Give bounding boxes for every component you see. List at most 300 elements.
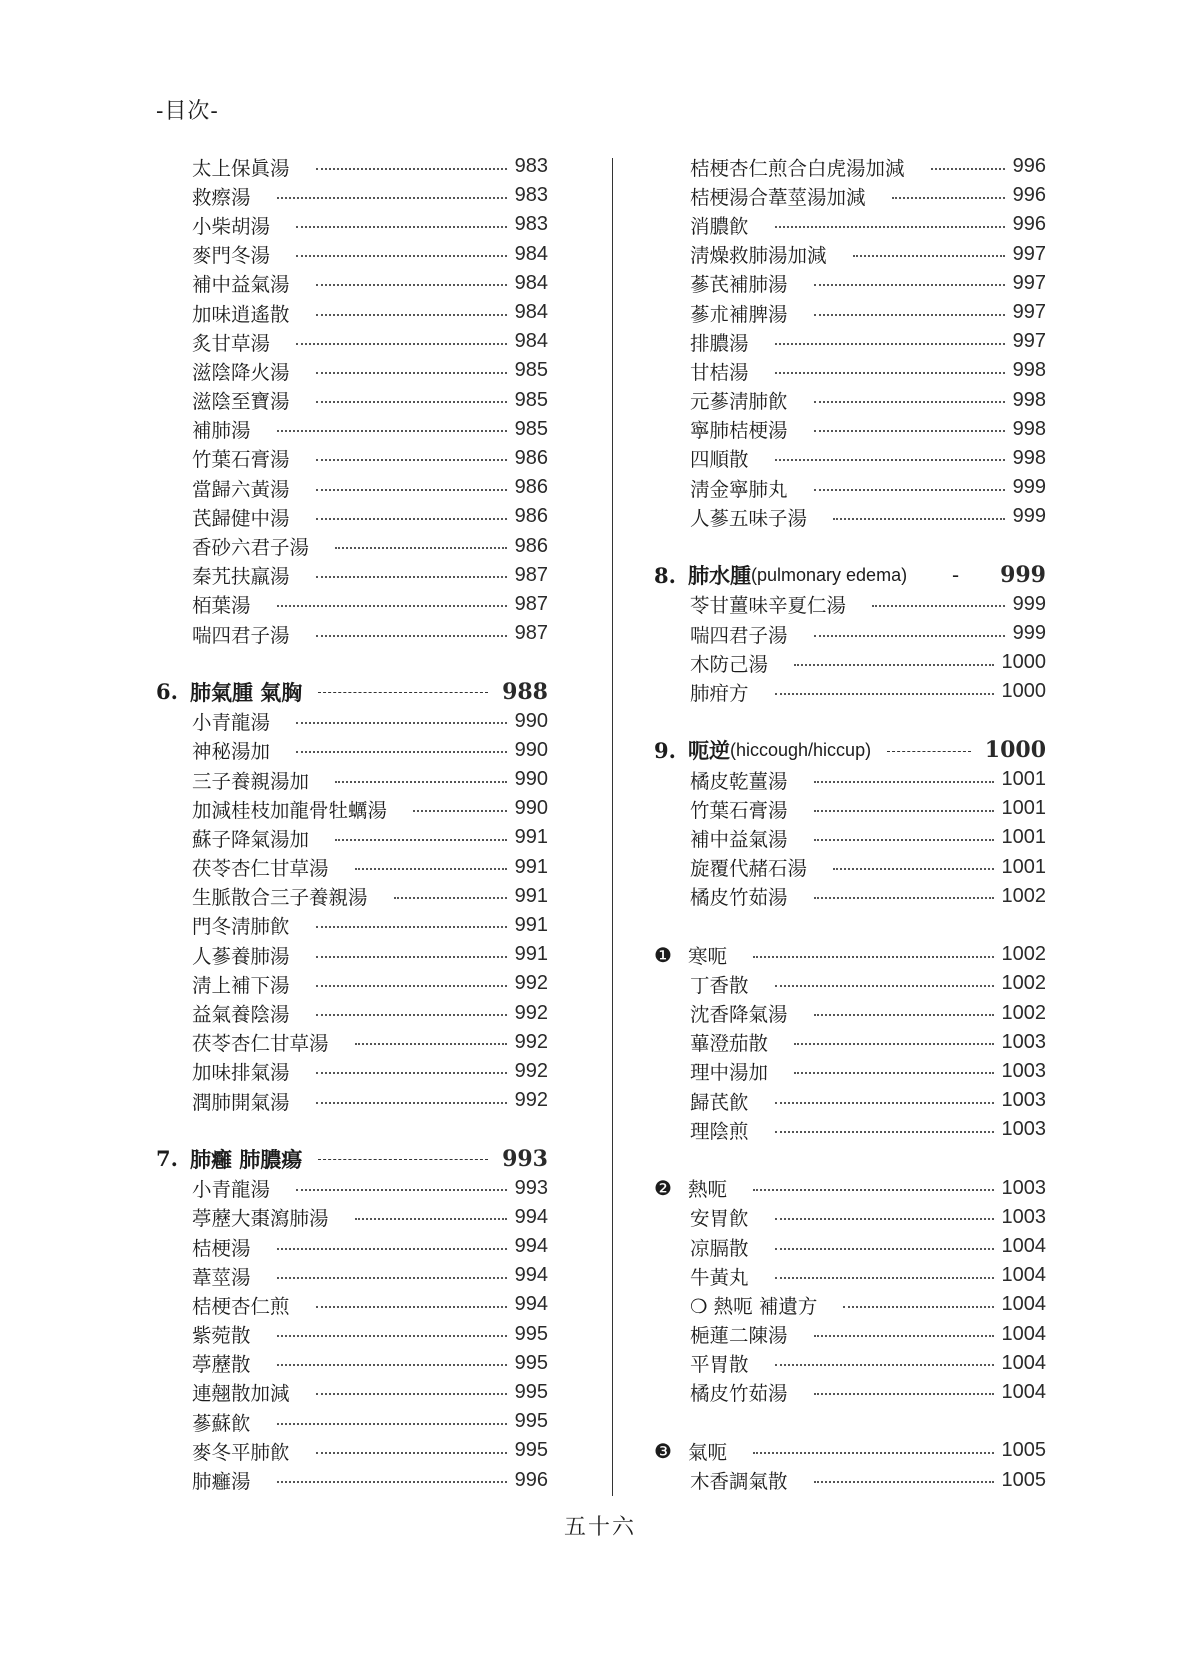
toc-entry[interactable] xyxy=(654,969,1046,998)
entry-page: 999 xyxy=(1012,476,1046,499)
entry-page: 1003 xyxy=(1001,1030,1046,1053)
dot-leader xyxy=(277,1423,507,1425)
toc-entry[interactable] xyxy=(156,1290,548,1319)
dot-leader xyxy=(814,1014,994,1016)
toc-entry[interactable] xyxy=(156,473,548,502)
entry-title: 桔梗湯合葦莖湯加減 xyxy=(690,185,866,209)
toc-entry[interactable] xyxy=(156,210,548,239)
dot-leader xyxy=(814,401,1005,403)
dot-leader xyxy=(775,693,994,695)
toc-entry[interactable] xyxy=(654,444,1046,473)
dot-leader xyxy=(277,1364,507,1366)
toc-entry[interactable] xyxy=(156,1407,548,1436)
dot-leader xyxy=(753,1189,993,1191)
entry-page: 985 xyxy=(514,417,548,440)
entry-title: 麥冬平肺飮 xyxy=(192,1440,290,1464)
dot-leader xyxy=(316,1072,507,1074)
entry-title: 人蔘五味子湯 xyxy=(690,506,808,530)
toc-entry[interactable] xyxy=(156,794,548,823)
entry-title: 旋覆代赭石湯 xyxy=(690,857,808,881)
entry-page: 1000 xyxy=(1001,680,1046,703)
entry-title: 蔘朮補脾湯 xyxy=(690,302,788,326)
toc-entry[interactable] xyxy=(156,531,548,560)
dot-leader xyxy=(316,985,507,987)
dot-leader xyxy=(277,1277,507,1279)
toc-entry[interactable] xyxy=(654,590,1046,619)
toc-entry[interactable] xyxy=(654,998,1046,1027)
toc-entry[interactable] xyxy=(156,561,548,590)
entry-title: 救瘵湯 xyxy=(192,185,251,209)
dot-leader xyxy=(296,722,507,724)
entry-title: 桔梗杏仁煎合白虎湯加減 xyxy=(690,156,905,180)
toc-entry[interactable] xyxy=(654,1290,1046,1319)
entry-page: 992 xyxy=(514,1030,548,1053)
entry-title: 寧肺桔梗湯 xyxy=(690,419,788,443)
dot-leader xyxy=(753,956,993,958)
entry-title: 丁香散 xyxy=(690,973,749,997)
subsection-heading-1[interactable] xyxy=(654,940,1046,969)
dot-leader xyxy=(277,1335,507,1337)
entry-page: 996 xyxy=(1012,213,1046,236)
toc-entry[interactable] xyxy=(156,1174,548,1203)
section-leader xyxy=(887,751,971,752)
dot-leader xyxy=(277,197,507,199)
dot-leader xyxy=(296,226,507,228)
toc-entry[interactable] xyxy=(156,1349,548,1378)
entry-page: 997 xyxy=(1012,301,1046,324)
dot-leader xyxy=(814,897,994,899)
entry-title: 竹葉石膏湯 xyxy=(192,448,290,472)
toc-entry[interactable] xyxy=(156,911,548,940)
section-heading-8[interactable] xyxy=(654,561,1046,590)
entry-title: 排膿湯 xyxy=(690,331,749,355)
toc-entry[interactable] xyxy=(654,823,1046,852)
dot-leader xyxy=(775,226,1005,228)
entry-page: 991 xyxy=(514,826,548,849)
entry-title: 秦艽扶羸湯 xyxy=(192,565,290,589)
subsection-title: 熱呃 xyxy=(688,1178,728,1202)
section-separator: - xyxy=(952,563,960,588)
toc-entry[interactable] xyxy=(156,590,548,619)
entry-page: 983 xyxy=(514,184,548,207)
section-heading-6[interactable] xyxy=(156,677,548,706)
dot-leader xyxy=(833,868,993,870)
dot-leader xyxy=(872,605,1005,607)
dot-leader xyxy=(277,430,507,432)
section-title: 肺水腫 xyxy=(688,563,751,589)
entry-page: 996 xyxy=(1012,155,1046,178)
entry-title: 葦莖湯 xyxy=(192,1265,251,1289)
entry-title: 神秘湯加 xyxy=(192,740,271,764)
entry-page: 995 xyxy=(514,1380,548,1403)
toc-entry[interactable] xyxy=(156,1320,548,1349)
entry-page: 998 xyxy=(1012,388,1046,411)
dot-leader xyxy=(394,897,507,899)
entry-title: 潤肺開氣湯 xyxy=(192,1090,290,1114)
entry-title: 門冬淸肺飮 xyxy=(192,915,290,939)
toc-entry[interactable] xyxy=(654,415,1046,444)
subsection-page: 1003 xyxy=(1001,1176,1046,1199)
dot-leader xyxy=(814,314,1005,316)
entry-page: 1004 xyxy=(1001,1293,1046,1316)
toc-entry[interactable] xyxy=(156,240,548,269)
toc-entry[interactable] xyxy=(156,1378,548,1407)
entry-title: 茯苓杏仁甘草湯 xyxy=(192,1032,329,1056)
entry-page: 1004 xyxy=(1001,1351,1046,1374)
toc-entry[interactable] xyxy=(156,269,548,298)
dot-leader xyxy=(355,868,507,870)
dot-leader xyxy=(335,781,507,783)
entry-page: 1000 xyxy=(1001,651,1046,674)
entry-title: 葶藶大棗瀉肺湯 xyxy=(192,1207,329,1231)
toc-entry[interactable] xyxy=(156,356,548,385)
entry-title: 加味逍遙散 xyxy=(192,302,290,326)
dot-leader xyxy=(316,1452,507,1454)
dot-leader xyxy=(775,1218,994,1220)
dot-leader xyxy=(843,1306,993,1308)
toc-entry[interactable] xyxy=(156,1436,548,1465)
section-leader xyxy=(318,692,488,693)
entry-page: 1002 xyxy=(1001,1001,1046,1024)
entry-page: 999 xyxy=(1012,622,1046,645)
entry-title: ❍ 熱呃 補遺方 xyxy=(690,1294,818,1318)
section-page: 988 xyxy=(502,678,548,705)
toc-entry[interactable] xyxy=(654,473,1046,502)
toc-entry[interactable] xyxy=(654,210,1046,239)
entry-title: 滋陰降火湯 xyxy=(192,360,290,384)
entry-page: 1005 xyxy=(1001,1468,1046,1491)
dot-leader xyxy=(316,401,507,403)
toc-entry[interactable] xyxy=(156,181,548,210)
entry-page: 995 xyxy=(514,1439,548,1462)
entry-page: 987 xyxy=(514,622,548,645)
entry-title: 橘皮乾薑湯 xyxy=(690,769,788,793)
dot-leader xyxy=(335,547,507,549)
entry-page: 992 xyxy=(514,972,548,995)
entry-title: 木防己湯 xyxy=(690,652,769,676)
toc-entry[interactable] xyxy=(654,1086,1046,1115)
entry-page: 984 xyxy=(514,301,548,324)
entry-page: 991 xyxy=(514,884,548,907)
toc-entry[interactable] xyxy=(654,1057,1046,1086)
entry-title: 當歸六黃湯 xyxy=(192,477,290,501)
entry-page: 983 xyxy=(514,213,548,236)
entry-title: 元蔘淸肺飮 xyxy=(690,390,788,414)
entry-page: 999 xyxy=(1012,505,1046,528)
entry-title: 炙甘草湯 xyxy=(192,331,271,355)
entry-page: 1004 xyxy=(1001,1264,1046,1287)
dot-leader xyxy=(814,781,994,783)
entry-page: 992 xyxy=(514,1089,548,1112)
section-english: (hiccough/hiccup) xyxy=(730,739,872,760)
entry-page: 994 xyxy=(514,1235,548,1258)
dot-leader xyxy=(853,255,1005,257)
entry-page: 984 xyxy=(514,271,548,294)
dot-leader xyxy=(316,1393,507,1395)
dot-leader xyxy=(316,459,507,461)
toc-entry[interactable] xyxy=(654,386,1046,415)
dot-leader xyxy=(814,1481,994,1483)
toc-entry[interactable] xyxy=(654,1349,1046,1378)
toc-entry[interactable] xyxy=(654,619,1046,648)
toc-entry[interactable] xyxy=(156,1086,548,1115)
entry-title: 麥門冬湯 xyxy=(192,244,271,268)
dot-leader xyxy=(775,1248,994,1250)
dot-leader xyxy=(794,1072,993,1074)
section-title: 呃逆 xyxy=(688,738,730,764)
toc-entry[interactable] xyxy=(654,152,1046,181)
entry-page: 996 xyxy=(1012,184,1046,207)
toc-entry[interactable] xyxy=(156,940,548,969)
entry-title: 栢葉湯 xyxy=(192,594,251,618)
entry-page: 995 xyxy=(514,1322,548,1345)
entry-page: 991 xyxy=(514,943,548,966)
dot-leader xyxy=(316,956,507,958)
toc-entry[interactable] xyxy=(156,298,548,327)
toc-entry[interactable] xyxy=(156,502,548,531)
entry-page: 998 xyxy=(1012,359,1046,382)
toc-entry[interactable] xyxy=(654,1232,1046,1261)
toc-entry[interactable] xyxy=(654,356,1046,385)
toc-entry[interactable] xyxy=(156,853,548,882)
toc-entry[interactable] xyxy=(654,181,1046,210)
toc-entry[interactable] xyxy=(156,736,548,765)
subsection-page: 1005 xyxy=(1001,1439,1046,1462)
dot-leader xyxy=(355,1043,507,1045)
section-heading-9[interactable] xyxy=(654,736,1046,765)
column-divider xyxy=(612,158,613,1496)
entry-title: 太上保眞湯 xyxy=(192,156,290,180)
entry-title: 生脈散合三子養親湯 xyxy=(192,886,368,910)
section-page: 999 xyxy=(1000,562,1046,589)
entry-title: 桔梗杏仁煎 xyxy=(192,1294,290,1318)
section-heading-7[interactable] xyxy=(156,1144,548,1173)
entry-title: 竹葉石膏湯 xyxy=(690,798,788,822)
toc-right-column xyxy=(654,152,1046,1495)
entry-title: 滋陰至寶湯 xyxy=(192,390,290,414)
toc-entry[interactable] xyxy=(654,1320,1046,1349)
dot-leader xyxy=(814,430,1005,432)
toc-entry[interactable] xyxy=(654,1203,1046,1232)
dot-leader xyxy=(316,1014,507,1016)
subsection-title: 氣呃 xyxy=(688,1440,728,1464)
entry-title: 甘桔湯 xyxy=(690,360,749,384)
entry-title: 橘皮竹茹湯 xyxy=(690,886,788,910)
entry-title: 平胃散 xyxy=(690,1353,749,1377)
entry-page: 991 xyxy=(514,913,548,936)
dot-leader xyxy=(316,284,507,286)
toc-entry[interactable] xyxy=(156,1465,548,1494)
toc-entry[interactable] xyxy=(156,969,548,998)
dot-leader xyxy=(892,197,1005,199)
dot-leader xyxy=(296,1189,507,1191)
dot-leader xyxy=(833,518,1005,520)
dot-leader xyxy=(775,1277,994,1279)
entry-page: 995 xyxy=(514,1351,548,1374)
toc-entry[interactable] xyxy=(156,707,548,736)
entry-title: 補中益氣湯 xyxy=(192,273,290,297)
toc-entry[interactable] xyxy=(654,677,1046,706)
toc-entry[interactable] xyxy=(156,882,548,911)
entry-title: 歸芪飮 xyxy=(690,1090,749,1114)
toc-entry[interactable] xyxy=(156,415,548,444)
dot-leader xyxy=(335,839,507,841)
subsection-title: 寒呃 xyxy=(688,944,728,968)
subsection-heading-3[interactable] xyxy=(654,1436,1046,1465)
toc-left-column xyxy=(156,152,548,1495)
page-number-footer: 五十六 xyxy=(563,1515,636,1540)
dot-leader xyxy=(775,985,994,987)
entry-title: 紫菀散 xyxy=(192,1324,251,1348)
entry-page: 990 xyxy=(514,709,548,732)
entry-title: 喘四君子湯 xyxy=(690,623,788,647)
dot-leader xyxy=(775,459,1005,461)
entry-title: 肺疳方 xyxy=(690,681,749,705)
entry-title: 人蔘養肺湯 xyxy=(192,944,290,968)
entry-page: 994 xyxy=(514,1293,548,1316)
entry-page: 1001 xyxy=(1001,797,1046,820)
entry-page: 997 xyxy=(1012,242,1046,265)
entry-title: 小青龍湯 xyxy=(192,1178,271,1202)
toc-entry[interactable] xyxy=(156,998,548,1027)
entry-title: 喘四君子湯 xyxy=(192,623,290,647)
dot-leader xyxy=(296,255,507,257)
entry-title: 苓甘薑味辛夏仁湯 xyxy=(690,594,847,618)
dot-leader xyxy=(794,1043,993,1045)
toc-entry[interactable] xyxy=(654,648,1046,677)
entry-page: 1003 xyxy=(1001,1059,1046,1082)
dot-leader xyxy=(814,284,1005,286)
toc-entry[interactable] xyxy=(156,823,548,852)
entry-title: 香砂六君子湯 xyxy=(192,536,310,560)
entry-page: 997 xyxy=(1012,330,1046,353)
entry-page: 995 xyxy=(514,1410,548,1433)
dot-leader xyxy=(775,372,1005,374)
toc-entry[interactable] xyxy=(156,1057,548,1086)
toc-entry[interactable] xyxy=(156,327,548,356)
entry-page: 990 xyxy=(514,738,548,761)
entry-page: 984 xyxy=(514,330,548,353)
entry-title: 蔘蘇飮 xyxy=(192,1411,251,1435)
circled-number-1-icon: ❶ xyxy=(654,942,672,967)
entry-title: 芪歸健中湯 xyxy=(192,506,290,530)
entry-title: 小青龍湯 xyxy=(192,711,271,735)
entry-page: 997 xyxy=(1012,271,1046,294)
section-leader xyxy=(318,1159,488,1160)
entry-title: 理中湯加 xyxy=(690,1061,769,1085)
entry-page: 986 xyxy=(514,476,548,499)
dot-leader xyxy=(775,343,1005,345)
toc-entry[interactable] xyxy=(654,240,1046,269)
entry-title: 四順散 xyxy=(690,448,749,472)
dot-leader xyxy=(296,343,507,345)
section-number: 7. xyxy=(156,1146,178,1172)
dot-leader xyxy=(316,1102,507,1104)
toc-entry[interactable] xyxy=(654,327,1046,356)
entry-title: 葶藶散 xyxy=(192,1353,251,1377)
dot-leader xyxy=(316,926,507,928)
toc-entry[interactable] xyxy=(654,1261,1046,1290)
toc-entry[interactable] xyxy=(654,1028,1046,1057)
dot-leader xyxy=(413,810,507,812)
entry-title: 橘皮竹茹湯 xyxy=(690,1382,788,1406)
section-number: 8. xyxy=(654,562,676,588)
dot-leader xyxy=(814,1335,994,1337)
entry-page: 984 xyxy=(514,242,548,265)
entry-page: 986 xyxy=(514,505,548,528)
entry-page: 986 xyxy=(514,446,548,469)
section-page: 993 xyxy=(502,1145,548,1172)
entry-title: 桔梗湯 xyxy=(192,1236,251,1260)
toc-entry[interactable] xyxy=(156,386,548,415)
toc-entry[interactable] xyxy=(654,1115,1046,1144)
entry-page: 996 xyxy=(514,1468,548,1491)
circled-number-2-icon: ❷ xyxy=(654,1176,672,1201)
entry-page: 1004 xyxy=(1001,1322,1046,1345)
toc-entry[interactable] xyxy=(156,619,548,648)
toc-entry[interactable] xyxy=(654,765,1046,794)
entry-title: 茯苓杏仁甘草湯 xyxy=(192,857,329,881)
entry-title: 凉膈散 xyxy=(690,1236,749,1260)
entry-title: 沈香降氣湯 xyxy=(690,1003,788,1027)
entry-title: 加味排氣湯 xyxy=(192,1061,290,1085)
toc-entry[interactable] xyxy=(654,1378,1046,1407)
dot-leader xyxy=(277,605,507,607)
toc-entry[interactable] xyxy=(156,1203,548,1232)
toc-entry[interactable] xyxy=(654,502,1046,531)
entry-page: 1002 xyxy=(1001,972,1046,995)
entry-title: 蘇子降氣湯加 xyxy=(192,827,310,851)
dot-leader xyxy=(814,1393,994,1395)
toc-entry[interactable] xyxy=(156,152,548,181)
toc-entry[interactable] xyxy=(156,1261,548,1290)
toc-entry[interactable] xyxy=(654,882,1046,911)
toc-entry[interactable] xyxy=(156,1232,548,1261)
subsection-heading-2[interactable] xyxy=(654,1174,1046,1203)
entry-page: 994 xyxy=(514,1264,548,1287)
dot-leader xyxy=(316,489,507,491)
dot-leader xyxy=(316,576,507,578)
toc-entry[interactable] xyxy=(654,298,1046,327)
toc-entry[interactable] xyxy=(654,1465,1046,1494)
section-english: (pulmonary edema) xyxy=(751,564,908,585)
subsection-page: 1002 xyxy=(1001,943,1046,966)
toc-entry[interactable] xyxy=(156,1028,548,1057)
entry-page: 1001 xyxy=(1001,826,1046,849)
entry-page: 1001 xyxy=(1001,855,1046,878)
toc-entry[interactable] xyxy=(156,444,548,473)
entry-title: 益氣養陰湯 xyxy=(192,1003,290,1027)
dot-leader xyxy=(316,314,507,316)
toc-entry[interactable] xyxy=(654,853,1046,882)
toc-entry[interactable] xyxy=(654,269,1046,298)
toc-entry[interactable] xyxy=(156,765,548,794)
entry-page: 1001 xyxy=(1001,768,1046,791)
entry-page: 985 xyxy=(514,388,548,411)
entry-page: 1004 xyxy=(1001,1380,1046,1403)
entry-title: 三子養親湯加 xyxy=(192,769,310,793)
entry-page: 998 xyxy=(1012,417,1046,440)
entry-title: 連翹散加減 xyxy=(192,1382,290,1406)
dot-leader xyxy=(753,1452,993,1454)
dot-leader xyxy=(931,168,1005,170)
toc-entry[interactable] xyxy=(654,794,1046,823)
dot-leader xyxy=(814,839,994,841)
dot-leader xyxy=(775,1131,994,1133)
entry-title: 蔘芪補肺湯 xyxy=(690,273,788,297)
dot-leader xyxy=(775,1364,994,1366)
dot-leader xyxy=(794,664,993,666)
